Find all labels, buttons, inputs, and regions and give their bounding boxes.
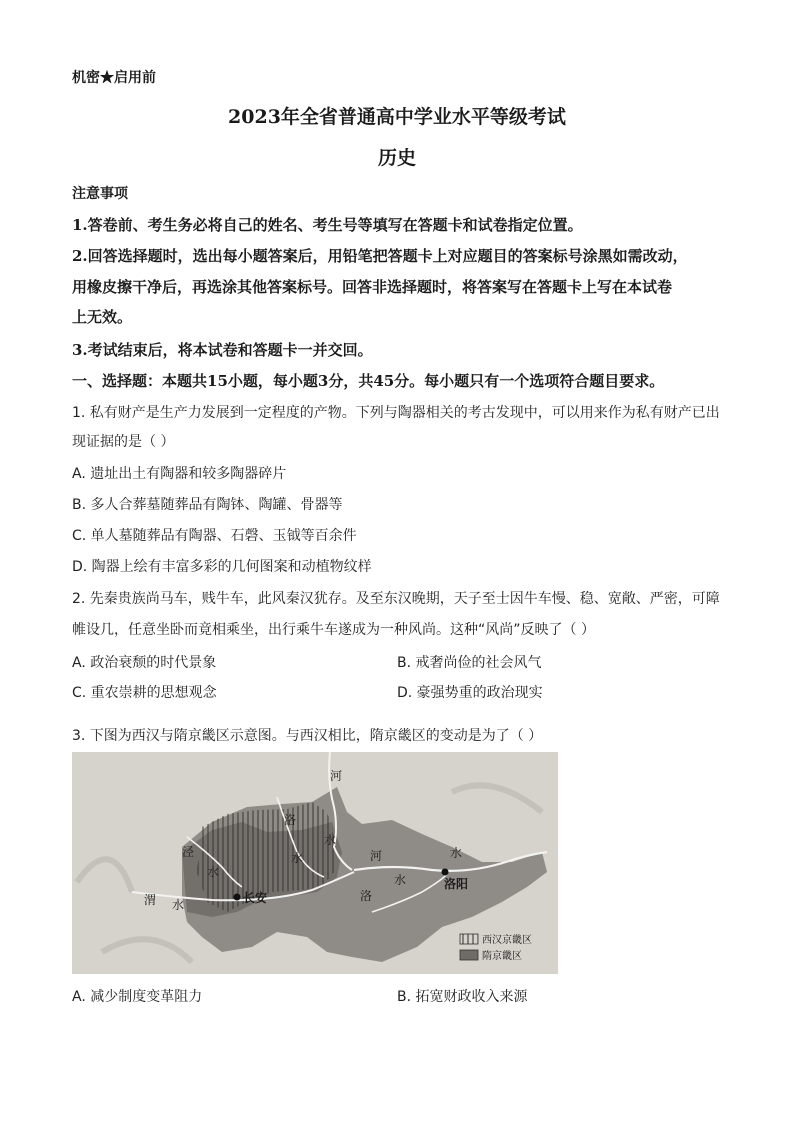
map-label-he-main: 河 — [370, 849, 383, 863]
note-item-3: 3.考试结束后，将本试卷和答题卡一并交回。 — [72, 341, 373, 359]
note-item-2-line-3: 上无效。 — [72, 308, 133, 326]
q1-stem-line-1: 1. 私有财产是生产力发展到一定程度的产物。下列与陶器相关的考古发现中，可以用来作为私有财产已出 — [72, 405, 720, 421]
map-label-he-top: 河 — [330, 769, 343, 783]
legend-swatch-xihan — [460, 934, 478, 944]
map-label-luo-south: 洛 — [360, 889, 373, 903]
q2-stem-line-2: 帷设几，任意坐卧而竟相乘坐，出行乘牛车遂成为一种风尚。这种“风尚”反映了（ ） — [72, 622, 595, 638]
section-heading: 一、选择题：本题共15小题，每小题3分，共45分。每小题只有一个选项符合题目要求。 — [72, 372, 665, 390]
legend-swatch-sui — [460, 950, 478, 960]
legend-label-sui: 隋京畿区 — [482, 951, 522, 962]
map-label-jing: 泾 — [182, 845, 195, 859]
subject-title: 历史 — [377, 147, 416, 169]
q1-stem-line-2: 现证据的是（ ） — [72, 434, 175, 450]
map-label-shui-luo-south: 水 — [394, 873, 407, 887]
q3-option-b: B. 拓宽财政收入来源 — [397, 989, 528, 1005]
legend-label-xihan: 西汉京畿区 — [482, 935, 532, 946]
q1-option-b: B. 多人合葬墓随葬品有陶钵、陶罐、骨器等 — [72, 497, 343, 513]
changan-marker — [234, 894, 241, 901]
q2-option-d: D. 豪强势重的政治现实 — [397, 685, 543, 701]
q3-option-a: A. 减少制度变革阻力 — [72, 989, 203, 1005]
map-label-luoyang: 洛阳 — [444, 877, 469, 891]
map-label-wei: 渭 — [144, 893, 157, 907]
q3-stem: 3. 下图为西汉与隋京畿区示意图。与西汉相比，隋京畿区的变动是为了（ ） — [72, 728, 543, 744]
map-label-shui-he: 水 — [450, 846, 463, 860]
luoyang-marker — [442, 869, 449, 876]
map-label-luo-north: 洛 — [284, 813, 297, 827]
notes-heading: 注意事项 — [72, 186, 128, 202]
map-label-shui-luo: 水 — [291, 851, 304, 865]
q1-option-c: C. 单人墓随葬品有陶器、石磬、玉钺等百余件 — [72, 528, 357, 544]
note-item-2-line-2: 用橡皮擦干净后，再选涂其他答案标号。回答非选择题时，将答案写在答题卡上写在本试卷 — [72, 278, 673, 296]
q2-stem-line-1: 2. 先秦贵族尚马车，贱牛车，此风秦汉犹存。及至东汉晚期，天子至士因牛车慢、稳、宽敞、严密，可障 — [72, 591, 720, 607]
capital-region-map — [72, 752, 558, 974]
map-label-shui-jing: 水 — [207, 865, 220, 879]
q1-option-d: D. 陶器上绘有丰富多彩的几何图案和动植物纹样 — [72, 559, 372, 575]
map-label-shui-wei: 水 — [172, 898, 185, 912]
note-item-2-line-1: 2.回答选择题时，选出每小题答案后，用铅笔把答题卡上对应题目的答案标号涂黑如需改动， — [72, 247, 688, 265]
q1-option-a: A. 遗址出土有陶器和较多陶器碎片 — [72, 466, 287, 482]
note-item-1: 1.答卷前、考生务必将自己的姓名、考生号等填写在答题卡和试卷指定位置。 — [72, 216, 583, 234]
exam-title: 2023年全省普通高中学业水平等级考试 — [228, 106, 566, 128]
confidential-label: 机密★启用前 — [72, 70, 156, 86]
q2-option-c: C. 重农崇耕的思想观念 — [72, 685, 217, 701]
q2-option-a: A. 政治衰颓的时代景象 — [72, 655, 217, 671]
map-label-changan: 长安 — [243, 891, 268, 905]
q2-option-b: B. 戒奢尚俭的社会风气 — [397, 655, 542, 671]
map-label-shui-north: 水 — [324, 833, 337, 847]
